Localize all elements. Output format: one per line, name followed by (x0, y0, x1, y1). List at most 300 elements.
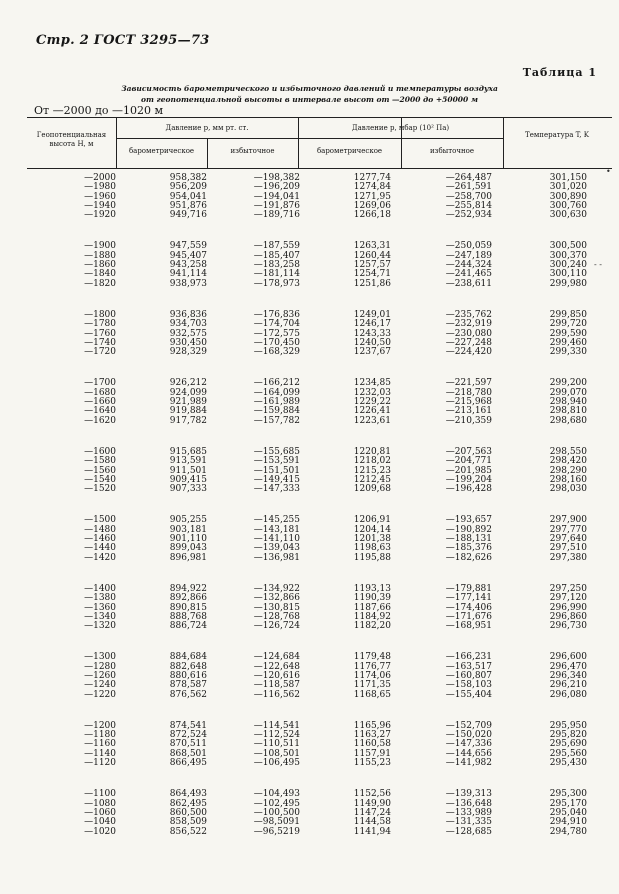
row-group (27, 448, 612, 494)
table-cell: —1720 (84, 347, 116, 358)
table-cell: 938,973 (169, 278, 207, 289)
table-cell: 1243,33 (353, 328, 391, 339)
table-cell: —1280 (84, 661, 116, 672)
table-cell: 1201,38 (353, 534, 391, 545)
table-cell: —172,575 (253, 328, 300, 339)
table-cell: —145,255 (253, 515, 300, 526)
caption-line-2: от геопотенциальной высоты в интервале высот от —2000 до +50000 м (140, 95, 478, 104)
table-cell: —2000 (84, 173, 116, 183)
row-group (27, 790, 612, 836)
table-cell: 1240,50 (353, 337, 391, 348)
table-cell: 1277,74 (353, 173, 391, 183)
table-cell: —171,676 (445, 611, 492, 622)
table-cell: 299,330 (549, 347, 587, 358)
table-cell: —1700 (84, 378, 116, 389)
table-cell: —1240 (84, 680, 116, 691)
table-cell: 295,300 (549, 789, 587, 800)
table-cell: 890,815 (169, 602, 207, 613)
table-cell: 1195,88 (353, 552, 391, 563)
table-cell: —255,814 (445, 200, 492, 211)
table-cell: —1220 (84, 689, 116, 700)
table-cell: —230,080 (445, 328, 492, 339)
table-cell: 1152,56 (353, 789, 391, 800)
table-cell: 298,420 (549, 456, 587, 467)
table-cell: 892,866 (169, 593, 207, 604)
table-cell: 888,768 (169, 611, 207, 622)
table-cell: —261,591 (445, 182, 492, 193)
row-group (27, 174, 612, 220)
table-cell: —133,989 (445, 807, 492, 818)
table-cell: —210,359 (445, 415, 492, 426)
table-cell: —122,648 (253, 661, 300, 672)
table-cell: —187,559 (253, 241, 300, 252)
table-cell: 295,950 (549, 720, 587, 731)
table-cell: —147,336 (445, 739, 492, 750)
table-cell: —238,611 (445, 278, 492, 289)
table-cell: 1220,81 (353, 446, 391, 457)
table-cell: —247,189 (445, 250, 492, 261)
table-cell: 949,716 (169, 210, 207, 221)
table-cell: —98,5091 (253, 817, 300, 828)
table-row (27, 828, 612, 837)
table-cell: 298,940 (549, 397, 587, 408)
table-cell: 296,080 (549, 689, 587, 700)
table-cell: 1147,24 (353, 807, 391, 818)
table-cell: —108,501 (253, 748, 300, 759)
table-cell: —1920 (84, 210, 116, 221)
table-cell: 1266,18 (353, 210, 391, 221)
table-cell: 1218,02 (353, 456, 391, 467)
table-cell: 299,590 (549, 328, 587, 339)
table-cell: 1157,91 (353, 748, 391, 759)
table-cell: —194,041 (253, 191, 300, 202)
table-cell: 917,782 (169, 415, 207, 426)
table-cell: —144,656 (445, 748, 492, 759)
table-cell: —136,981 (253, 552, 300, 563)
table-cell: 1209,68 (353, 484, 391, 495)
table-row (27, 485, 612, 494)
table-cell: 1215,23 (353, 465, 391, 476)
table-cell: 1155,23 (353, 758, 391, 769)
table-cell: 1249,01 (353, 309, 391, 320)
table-cell: —178,973 (253, 278, 300, 289)
table-cell: 884,684 (169, 652, 207, 663)
table-row (27, 211, 612, 220)
table-cell: —181,114 (253, 269, 300, 280)
table-cell: —168,951 (445, 621, 492, 632)
table-cell: —161,989 (253, 397, 300, 408)
table-cell: 896,981 (169, 552, 207, 563)
table-cell: —112,524 (253, 730, 300, 741)
table-cell: —114,541 (253, 720, 300, 731)
table-row (27, 622, 612, 631)
table-cell: 919,884 (169, 406, 207, 417)
table-cell: 300,370 (549, 250, 587, 261)
table-cell: —141,982 (445, 758, 492, 769)
table-cell: —134,922 (253, 583, 300, 594)
table-cell: 1251,86 (353, 278, 391, 289)
table-cell: —166,231 (445, 652, 492, 663)
table-cell: —258,700 (445, 191, 492, 202)
table-cell: —116,562 (253, 689, 300, 700)
table-cell: 297,510 (549, 543, 587, 554)
table-cell: —204,771 (445, 456, 492, 467)
table-cell: —1600 (84, 446, 116, 457)
table-cell: —159,884 (253, 406, 300, 417)
table-cell: —141,110 (253, 534, 300, 545)
table-cell: 1187,66 (353, 602, 391, 613)
table-cell: 886,724 (169, 621, 207, 632)
table-cell: 876,562 (169, 689, 207, 700)
table-cell: —131,335 (445, 817, 492, 828)
table-cell: 1171,35 (353, 680, 391, 691)
table-cell: 1246,17 (353, 319, 391, 330)
data-table (27, 117, 612, 837)
table-cell: 298,290 (549, 465, 587, 476)
table-cell: 298,160 (549, 474, 587, 485)
table-cell: —1060 (84, 807, 116, 818)
table-cell: 297,380 (549, 552, 587, 563)
table-cell: 913,591 (169, 456, 207, 467)
table-cell: —1640 (84, 406, 116, 417)
range-label: От —2000 до —1020 м (34, 104, 164, 117)
table-cell: 864,493 (169, 789, 207, 800)
table-cell: 1206,91 (353, 515, 391, 526)
table-cell: —118,587 (253, 680, 300, 691)
table-cell: 858,509 (169, 817, 207, 828)
table-cell: —1740 (84, 337, 116, 348)
table-cell: 1184,92 (353, 611, 391, 622)
table-cell: 926,212 (169, 378, 207, 389)
table-cell: —221,597 (445, 378, 492, 389)
table-cell: 300,630 (549, 210, 587, 221)
table-cell: —168,329 (253, 347, 300, 358)
table-cell: 930,450 (169, 337, 207, 348)
table-cell: 1269,06 (353, 200, 391, 211)
table-cell: 1234,85 (353, 378, 391, 389)
table-cell: —170,450 (253, 337, 300, 348)
table-cell: 874,541 (169, 720, 207, 731)
header-temperature: Температура T, K (525, 131, 589, 139)
row-group (27, 242, 612, 288)
page-header: Стр. 2 ГОСТ 3295—73 (36, 33, 210, 48)
table-cell: —183,258 (253, 260, 300, 271)
margin-mark: ‐ ‐ (594, 260, 602, 269)
table-cell: —1020 (84, 826, 116, 837)
table-label: Таблица 1 (522, 66, 597, 79)
table-cell: —1200 (84, 720, 116, 731)
table-cell: —185,407 (253, 250, 300, 261)
table-cell: 1237,67 (353, 347, 391, 358)
table-cell: —235,762 (445, 309, 492, 320)
table-cell: —252,934 (445, 210, 492, 221)
table-cell: —185,376 (445, 543, 492, 554)
table-cell: —102,495 (253, 798, 300, 809)
table-row (27, 348, 612, 357)
table-cell: —1180 (84, 730, 116, 741)
table-cell: 298,030 (549, 484, 587, 495)
table-cell: 934,703 (169, 319, 207, 330)
table-cell: —160,807 (445, 670, 492, 681)
row-group (27, 653, 612, 699)
row-group (27, 516, 612, 562)
row-group (27, 722, 612, 768)
table-cell: 295,430 (549, 758, 587, 769)
table-cell: 932,575 (169, 328, 207, 339)
table-cell: —190,892 (445, 524, 492, 535)
table-cell: 1198,63 (353, 543, 391, 554)
table-cell: —166,212 (253, 378, 300, 389)
table-cell: 915,685 (169, 446, 207, 457)
table-cell: —198,382 (253, 173, 300, 183)
table-cell: —227,248 (445, 337, 492, 348)
table-body (27, 174, 612, 859)
table-cell: 300,500 (549, 241, 587, 252)
table-cell: 301,020 (549, 182, 587, 193)
table-cell: —1340 (84, 611, 116, 622)
table-cell: 941,114 (169, 269, 207, 280)
table-cell: —201,985 (445, 465, 492, 476)
table-cell: —1840 (84, 269, 116, 280)
header-pressure-mbar: Давление p, мбар (10² Па) (351, 124, 450, 132)
table-cell: 954,041 (169, 191, 207, 202)
table-cell: —1360 (84, 602, 116, 613)
table-cell: 903,181 (169, 524, 207, 535)
table-cell: 297,120 (549, 593, 587, 604)
row-group (27, 379, 612, 425)
table-cell: —1100 (84, 789, 116, 800)
table-cell: 958,382 (169, 173, 207, 183)
table-cell: 901,110 (169, 534, 207, 545)
table-cell: —176,836 (253, 309, 300, 320)
table-cell: 296,470 (549, 661, 587, 672)
margin-mark: • (606, 167, 611, 176)
table-cell: —1780 (84, 319, 116, 330)
table-cell: 297,250 (549, 583, 587, 594)
table-cell: 1163,27 (353, 730, 391, 741)
table-cell: —139,043 (253, 543, 300, 554)
caption-line-1: Зависимость барометрического и избыточного давлений и температуры воздуха (121, 84, 498, 93)
row-group (27, 585, 612, 631)
table-cell: —1820 (84, 278, 116, 289)
table-cell: —193,657 (445, 515, 492, 526)
table-cell: —1320 (84, 621, 116, 632)
table-cell: —120,616 (253, 670, 300, 681)
table-cell: —1960 (84, 191, 116, 202)
table-cell: —155,404 (445, 689, 492, 700)
table-cell: —106,495 (253, 758, 300, 769)
table-cell: —143,181 (253, 524, 300, 535)
table-cell: 1274,84 (353, 182, 391, 193)
table-cell: 943,258 (169, 260, 207, 271)
table-cell: 1168,65 (353, 689, 391, 700)
table-cell: 1176,77 (353, 661, 391, 672)
table-cell: 300,890 (549, 191, 587, 202)
table-cell: —126,724 (253, 621, 300, 632)
table-header (27, 117, 612, 169)
table-cell: 296,600 (549, 652, 587, 663)
table-cell: —147,333 (253, 484, 300, 495)
table-cell: —1260 (84, 670, 116, 681)
table-cell: —157,782 (253, 415, 300, 426)
table-cell: —1540 (84, 474, 116, 485)
table-cell: 1190,39 (353, 593, 391, 604)
table-cell: —199,204 (445, 474, 492, 485)
table-cell: 1141,94 (353, 826, 391, 837)
table-cell: 297,770 (549, 524, 587, 535)
table-cell: —128,768 (253, 611, 300, 622)
table-row (27, 554, 612, 563)
table-cell: 1232,03 (353, 387, 391, 398)
table-cell: —250,059 (445, 241, 492, 252)
table-cell: —1520 (84, 484, 116, 495)
table-cell: —182,626 (445, 552, 492, 563)
table-cell: —191,876 (253, 200, 300, 211)
table-cell: 1144,58 (353, 817, 391, 828)
table-row (27, 417, 612, 426)
table-cell: —207,563 (445, 446, 492, 457)
table-cell: 299,070 (549, 387, 587, 398)
table-cell: —264,487 (445, 173, 492, 183)
table-cell: —163,517 (445, 661, 492, 672)
table-cell: —1680 (84, 387, 116, 398)
table-cell: 868,501 (169, 748, 207, 759)
table-cell: —1380 (84, 593, 116, 604)
table-cell: 296,210 (549, 680, 587, 691)
table-cell: —124,684 (253, 652, 300, 663)
table-cell: 297,900 (549, 515, 587, 526)
table-cell: 1193,13 (353, 583, 391, 594)
table-cell: 297,640 (549, 534, 587, 545)
table-cell: —1500 (84, 515, 116, 526)
table-cell: 296,730 (549, 621, 587, 632)
header-barometric-mbar: барометрическое (316, 147, 383, 155)
header-pressure-mm: Давление p, мм рт. ст. (165, 124, 249, 132)
table-cell: 298,810 (549, 406, 587, 417)
table-cell: 1165,96 (353, 720, 391, 731)
table-cell: 878,587 (169, 680, 207, 691)
table-cell: —1420 (84, 552, 116, 563)
table-cell: 295,040 (549, 807, 587, 818)
table-cell: 860,500 (169, 807, 207, 818)
table-cell: —196,209 (253, 182, 300, 193)
table-cell: 870,511 (169, 739, 207, 750)
table-cell: 1149,90 (353, 798, 391, 809)
table-cell: —158,103 (445, 680, 492, 691)
table-cell: 872,524 (169, 730, 207, 741)
header-excess-mbar: избыточное (429, 147, 474, 155)
table-cell: 300,240 (549, 260, 587, 271)
table-cell: 298,680 (549, 415, 587, 426)
table-cell: 295,820 (549, 730, 587, 741)
table-cell: —164,099 (253, 387, 300, 398)
table-cell: 295,560 (549, 748, 587, 759)
table-cell: 951,876 (169, 200, 207, 211)
table-cell: —1480 (84, 524, 116, 535)
table-cell: 1223,61 (353, 415, 391, 426)
table-cell: —1800 (84, 309, 116, 320)
table-cell: —1040 (84, 817, 116, 828)
table-cell: 924,099 (169, 387, 207, 398)
table-cell: —1400 (84, 583, 116, 594)
table-cell: 294,780 (549, 826, 587, 837)
table-cell: 1254,71 (353, 269, 391, 280)
table-cell: 956,209 (169, 182, 207, 193)
row-group (27, 311, 612, 357)
table-cell: 880,616 (169, 670, 207, 681)
table-cell: 1271,95 (353, 191, 391, 202)
table-cell: —150,020 (445, 730, 492, 741)
table-cell: —1120 (84, 758, 116, 769)
header-excess-mm: избыточное (230, 147, 275, 155)
table-cell: —152,709 (445, 720, 492, 731)
table-cell: —100,500 (253, 807, 300, 818)
table-cell: —218,780 (445, 387, 492, 398)
table-cell: —1620 (84, 415, 116, 426)
table-cell: —174,406 (445, 602, 492, 613)
table-cell: —151,501 (253, 465, 300, 476)
table-cell: —1660 (84, 397, 116, 408)
table-cell: 911,501 (169, 465, 207, 476)
table-cell: —149,415 (253, 474, 300, 485)
table-cell: 1260,44 (353, 250, 391, 261)
table-cell: —174,704 (253, 319, 300, 330)
table-cell: 1212,45 (353, 474, 391, 485)
table-cell: —139,313 (445, 789, 492, 800)
table-cell: 905,255 (169, 515, 207, 526)
header-barometric-mm: барометрическое (128, 147, 195, 155)
table-cell: 862,495 (169, 798, 207, 809)
table-cell: 299,200 (549, 378, 587, 389)
table-cell: 1226,41 (353, 406, 391, 417)
table-cell: 299,980 (549, 278, 587, 289)
table-cell: —241,465 (445, 269, 492, 280)
table-cell: 295,170 (549, 798, 587, 809)
table-cell: 299,460 (549, 337, 587, 348)
table-caption (0, 83, 619, 105)
table-cell: —1940 (84, 200, 116, 211)
table-row (27, 691, 612, 700)
table-cell: 1179,48 (353, 652, 391, 663)
table-cell: 947,559 (169, 241, 207, 252)
table-cell: 294,910 (549, 817, 587, 828)
table-cell: 866,495 (169, 758, 207, 769)
table-row (27, 759, 612, 768)
table-cell: 1204,14 (353, 524, 391, 535)
table-cell: 894,922 (169, 583, 207, 594)
table-cell: —189,716 (253, 210, 300, 221)
table-cell: 296,860 (549, 611, 587, 622)
table-cell: 296,990 (549, 602, 587, 613)
table-cell: —1880 (84, 250, 116, 261)
table-cell: 299,850 (549, 309, 587, 320)
table-cell: —155,685 (253, 446, 300, 457)
table-cell: 936,836 (169, 309, 207, 320)
table-cell: —244,324 (445, 260, 492, 271)
table-cell: —1560 (84, 465, 116, 476)
table-cell: —232,919 (445, 319, 492, 330)
table-cell: —104,493 (253, 789, 300, 800)
table-cell: 300,110 (549, 269, 587, 280)
table-cell: 882,648 (169, 661, 207, 672)
table-cell: —188,131 (445, 534, 492, 545)
table-cell: —213,161 (445, 406, 492, 417)
table-cell: 1174,06 (353, 670, 391, 681)
table-cell: —179,881 (445, 583, 492, 594)
table-cell: 928,329 (169, 347, 207, 358)
table-cell: 295,690 (549, 739, 587, 750)
table-cell: 296,340 (549, 670, 587, 681)
